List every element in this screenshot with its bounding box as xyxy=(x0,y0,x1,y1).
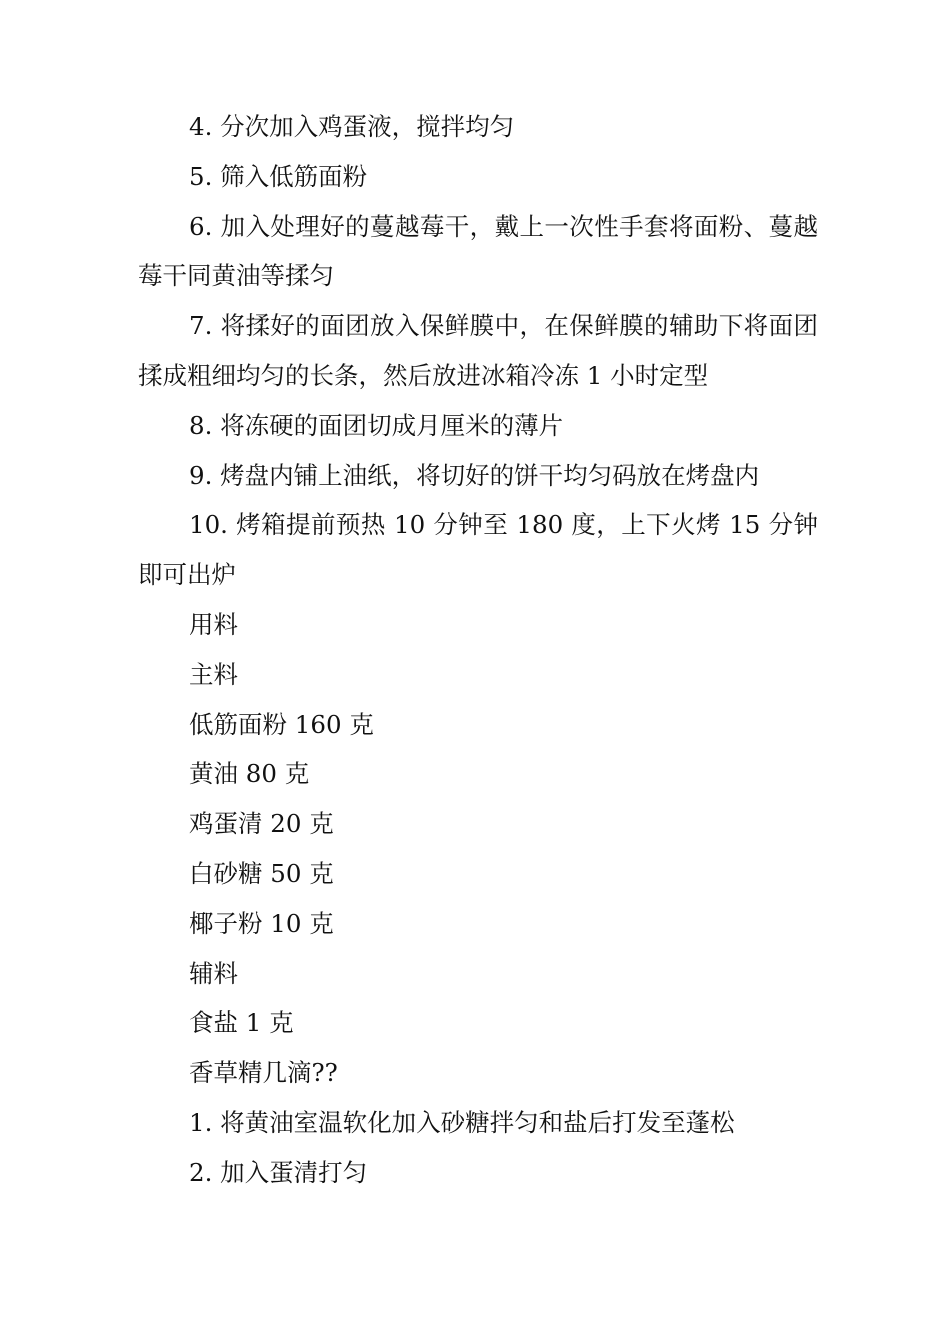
step-2: 2. 加入蛋清打匀 xyxy=(189,1157,368,1187)
aux-ingredients-heading: 辅料 xyxy=(189,958,238,988)
step-5: 5. 筛入低筋面粉 xyxy=(189,161,368,191)
aux-ingredient-item: 食盐 1 克 xyxy=(189,1008,294,1038)
step-7: 7. 将揉好的面团放入保鲜膜中，在保鲜膜的辅助下将面团揉成粗细均匀的长条，然后放进冰箱冷冻 1 小时定型 xyxy=(138,311,818,390)
ingredient-item: 低筋面粉 160 克 xyxy=(189,709,374,739)
ingredient-item: 黄油 80 克 xyxy=(189,759,310,789)
step-10: 10. 烤箱提前预热 10 分钟至 180 度，上下火烤 15 分钟即可出炉 xyxy=(138,510,818,590)
ingredient-item: 鸡蛋清 20 克 xyxy=(189,809,334,839)
step-4: 4. 分次加入鸡蛋液，搅拌均匀 xyxy=(189,112,515,141)
ingredient-item: 椰子粉 10 克 xyxy=(189,908,334,938)
ingredients-heading: 用料 xyxy=(189,609,238,639)
ingredient-item: 白砂糖 50 克 xyxy=(189,858,334,888)
step-6: 6. 加入处理好的蔓越莓干，戴上一次性手套将面粉、蔓越莓干同黄油等揉匀 xyxy=(138,211,818,291)
aux-ingredient-item: 香草精几滴?? xyxy=(189,1058,338,1088)
main-ingredients-heading: 主料 xyxy=(189,659,238,689)
step-9: 9. 烤盘内铺上油纸，将切好的饼干均匀码放在烤盘内 xyxy=(189,460,760,490)
document-body xyxy=(138,102,818,1198)
step-1: 1. 将黄油室温软化加入砂糖拌匀和盐后打发至蓬松 xyxy=(189,1107,735,1137)
step-8: 8. 将冻硬的面团切成月厘米的薄片 xyxy=(189,410,564,440)
